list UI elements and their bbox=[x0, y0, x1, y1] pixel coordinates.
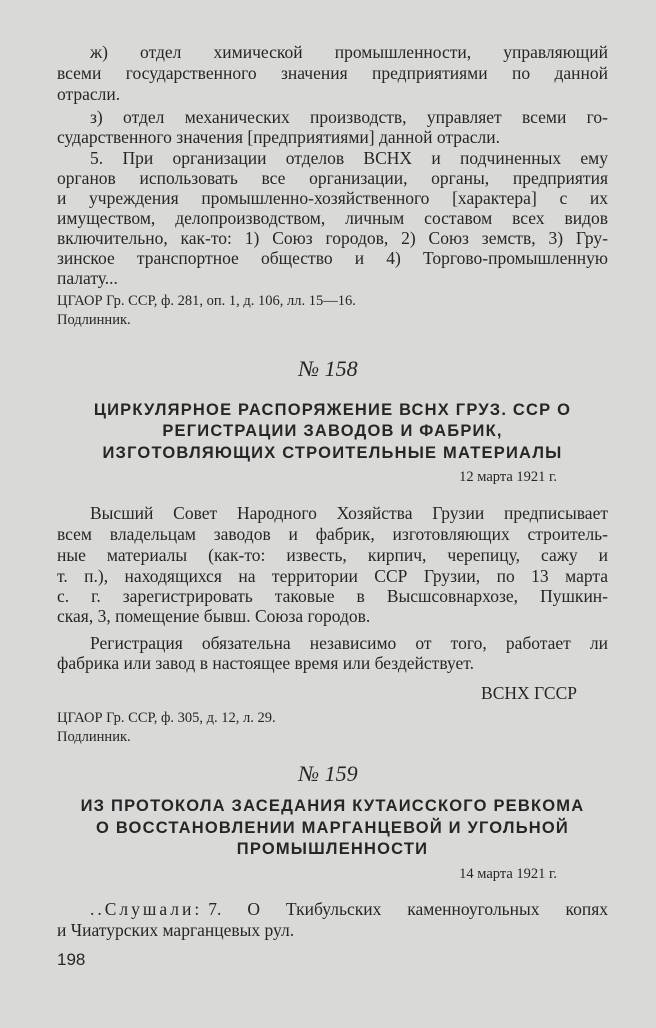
document-title-line: О ВОССТАНОВЛЕНИИ МАРГАНЦЕВОЙ И УГОЛЬНОЙ bbox=[96, 819, 569, 837]
document-date: 12 марта 1921 г. bbox=[459, 469, 557, 485]
text-line: всем владельцам заводов и фабрик, изготовляющих строитель- bbox=[57, 524, 608, 544]
text-line: с. г. зарегистрировать таковые в Высшсовнархозе, Пушкин- bbox=[57, 586, 608, 606]
text-line: имуществом, делопроизводством, личным составом всех видов bbox=[57, 208, 608, 228]
text-line: 5. При организации отделов ВСНХ и подчиненных ему bbox=[90, 148, 608, 168]
source-note: Подлинник. bbox=[57, 312, 131, 328]
document-title-line: ПРОМЫШЛЕННОСТИ bbox=[236, 840, 429, 858]
text-line: зинское транспортное общество и 4) Торгово-промышленную bbox=[57, 248, 608, 268]
document-title-line: ИЗГОТОВЛЯЮЩИХ СТРОИТЕЛЬНЫЕ МАТЕРИАЛЫ bbox=[102, 444, 563, 462]
text-line: ные материалы (как-то: известь, кирпич, черепицу, сажу и bbox=[57, 545, 608, 565]
document-title-line: ИЗ ПРОТОКОЛА ЗАСЕДАНИЯ КУТАИССКОГО РЕВКОМА bbox=[80, 797, 585, 815]
page-number: 198 bbox=[57, 950, 86, 969]
text-line: и Чиатурских марганцевых рул. bbox=[57, 920, 295, 940]
heard-label: ..Слушали: bbox=[90, 899, 203, 919]
text-line: Регистрация обязательна независимо от того, работает ли bbox=[90, 633, 608, 653]
text-line: фабрика или завод в настоящее время или бездействует. bbox=[57, 653, 474, 673]
source-note: Подлинник. bbox=[57, 729, 131, 745]
text-line bbox=[90, 899, 608, 919]
document-title-line: ЦИРКУЛЯРНОЕ РАСПОРЯЖЕНИЕ ВСНХ ГРУЗ. ССР О bbox=[93, 401, 572, 419]
document-number: № 159 bbox=[298, 761, 358, 786]
text-line: ская, 3, помещение бывш. Союза городов. bbox=[57, 606, 371, 626]
text-line-content: 7. О Ткибульских каменноугольных копях bbox=[208, 899, 608, 919]
archive-source: ЦГАОР Гр. ССР, ф. 281, оп. 1, д. 106, лл. 15—16. bbox=[57, 293, 356, 309]
signature: ВСНХ ГССР bbox=[481, 683, 577, 703]
text-line: и учреждения промышленно-хозяйственного [характера] с их bbox=[57, 188, 608, 208]
text-line: з) отдел механических производств, управляет всеми го- bbox=[90, 107, 608, 127]
document-number: № 158 bbox=[298, 356, 358, 381]
text-line: сударственного значения [предприятиями] данной отрасли. bbox=[57, 127, 501, 147]
archive-source: ЦГАОР Гр. ССР, ф. 305, д. 12, л. 29. bbox=[57, 710, 276, 726]
text-line: органов использовать все организации, органы, предприятия bbox=[57, 168, 608, 188]
text-line: т. п.), находящихся на территории ССР Грузии, по 13 марта bbox=[57, 566, 608, 586]
text-line: всеми государственного значения предприятиями по данной bbox=[57, 63, 608, 83]
text-line: Высший Совет Народного Хозяйства Грузии предписывает bbox=[90, 503, 608, 523]
document-title-line: РЕГИСТРАЦИИ ЗАВОДОВ И ФАБРИК, bbox=[162, 422, 503, 440]
text-line: палату... bbox=[57, 268, 118, 288]
text-line: включительно, как-то: 1) Союз городов, 2) Союз земств, 3) Гру- bbox=[57, 228, 608, 248]
text-line: отрасли. bbox=[57, 84, 121, 104]
text-line: ж) отдел химической промышленности, управляющий bbox=[90, 42, 608, 62]
document-date: 14 марта 1921 г. bbox=[459, 866, 557, 882]
